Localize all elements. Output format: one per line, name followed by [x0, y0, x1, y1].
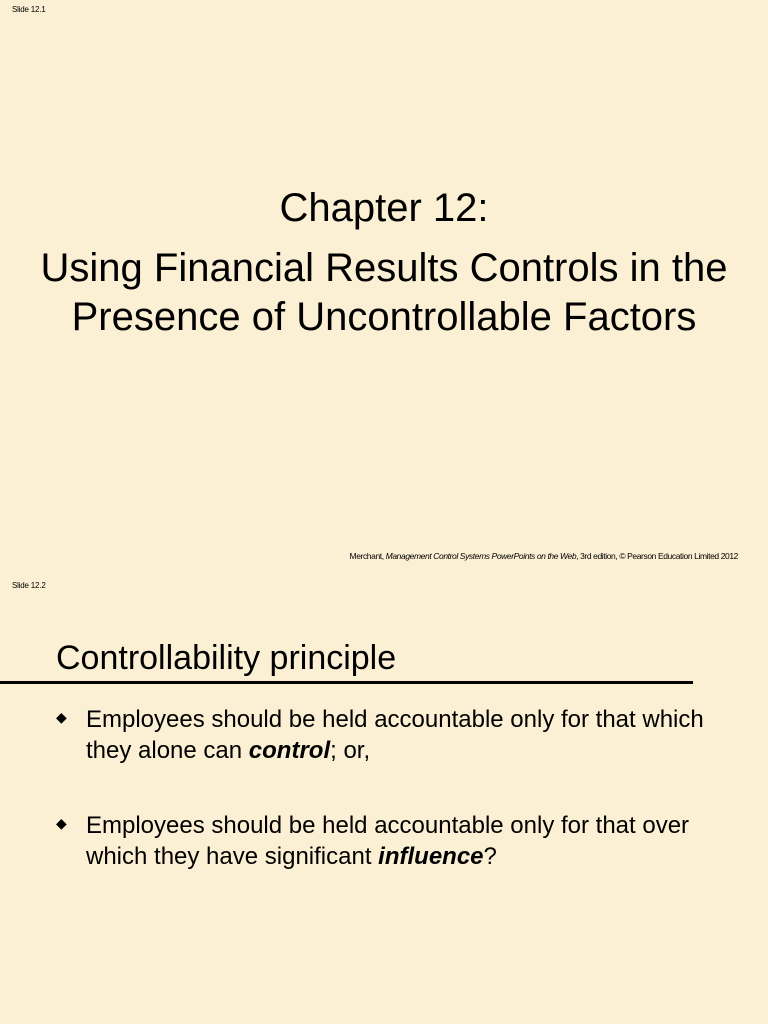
bullet-text	[86, 810, 706, 872]
bullet-text-end: ; or,	[330, 737, 371, 764]
slide-number: Slide 12.2	[12, 581, 46, 590]
footer-edition: , 3rd edition, © Pearson Education Limited 2012	[576, 551, 738, 561]
bullet-text-end: ?	[483, 843, 497, 870]
footer-book-title: Management Control Systems PowerPoints on the Web	[385, 551, 577, 561]
bullet-text	[86, 704, 706, 766]
heading-underline	[0, 681, 693, 684]
slide-heading: Controllability principle	[56, 639, 397, 677]
bullet-emphasis: influence	[378, 843, 484, 870]
diamond-bullet-icon: ◆	[56, 815, 67, 831]
bullet-text-start: Employees should be held accountable only for that which they alone can	[86, 706, 704, 764]
footer-author: Merchant,	[349, 551, 386, 561]
bullet-text-start: Employees should be held accountable only for that over which they have significant	[86, 812, 690, 870]
slide-footer	[350, 551, 738, 561]
bullet-emphasis: control	[248, 737, 331, 764]
chapter-title: Chapter 12:	[279, 186, 489, 230]
slide-2	[0, 576, 768, 1024]
chapter-subtitle: Using Financial Results Controls in the Presence of Uncontrollable Factors	[40, 246, 728, 339]
slide-number: Slide 12.1	[12, 5, 46, 14]
diamond-bullet-icon: ◆	[56, 709, 67, 725]
